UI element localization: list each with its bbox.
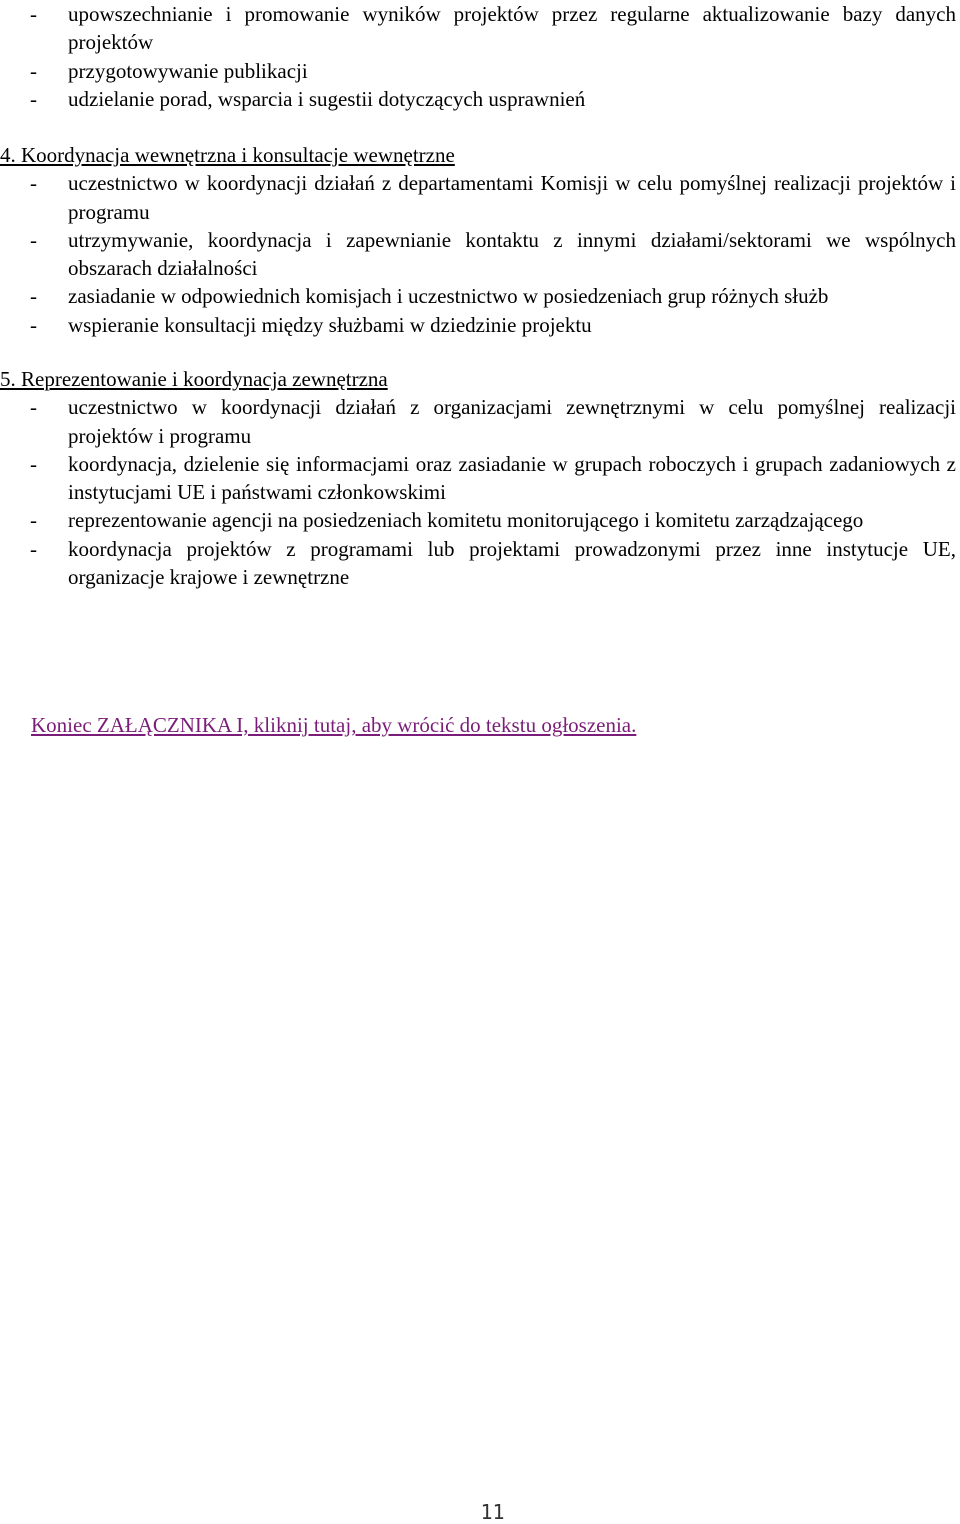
list-item-text: reprezentowanie agencji na posiedzeniach komitetu monitorującego i komitetu zarządzającego (68, 508, 864, 533)
list-item (30, 535, 956, 592)
section-5-heading: 5. Reprezentowanie i koordynacja zewnętrzna (0, 367, 388, 391)
list-dash: - (30, 312, 37, 337)
list-item (30, 393, 956, 450)
section-5 (0, 365, 956, 591)
list-item-text: utrzymywanie, koordynacja i zapewnianie kontaktu z innymi działami/sektorami we wspólnych obszarach działalności (68, 227, 956, 281)
back-to-announcement-link[interactable]: Koniec ZAŁĄCZNIKA I, kliknij tutaj, aby wrócić do tekstu ogłoszenia. (31, 713, 637, 737)
list-item (30, 450, 956, 507)
list-item-text: przygotowywanie publikacji (68, 58, 308, 83)
list-dash: - (30, 536, 37, 561)
list-dash: - (30, 508, 37, 533)
list-dash: - (30, 2, 37, 26)
list-item-text: uczestnictwo w koordynacji działań z departamentami Komisji w celu pomyślnej realizacji projektów i programu (68, 171, 956, 224)
list-item-text: udzielanie porad, wsparcia i sugestii dotyczących usprawnień (68, 86, 586, 111)
top-list (30, 0, 956, 113)
list-item (30, 311, 956, 339)
list-item-text: koordynacja, dzielenie się informacjami oraz zasiadanie w grupach roboczych i grupach zadaniowych z instytucjami UE i państwami członkowskimi (68, 451, 956, 505)
list-dash: - (30, 284, 37, 309)
page-number: 11 (480, 1500, 505, 1524)
list-item (30, 169, 956, 226)
list-item (30, 57, 956, 85)
list-item-text: wspieranie konsultacji między służbami w dziedzinie projektu (68, 312, 592, 337)
section-4 (0, 141, 956, 339)
list-item-text: upowszechnianie i promowanie wyników projektów przez regularne aktualizowanie bazy danych projektów (68, 2, 956, 55)
list-item-text: koordynacja projektów z programami lub projektami prowadzonymi przez inne instytucje UE, organizacje krajowe i zewnętrzne (68, 536, 956, 590)
list-dash: - (30, 227, 37, 252)
list-item (30, 85, 956, 113)
list-item-text: uczestnictwo w koordynacji działań z organizacjami zewnętrznymi w celu pomyślnej realizacji projektów i programu (68, 395, 956, 448)
list-dash: - (30, 171, 37, 196)
list-item (30, 0, 956, 57)
list-dash: - (30, 451, 37, 476)
list-dash: - (30, 58, 37, 83)
section-4-heading: 4. Koordynacja wewnętrzna i konsultacje wewnętrzne (0, 143, 455, 167)
list-dash: - (30, 395, 37, 420)
list-dash: - (30, 86, 37, 111)
list-item (30, 226, 956, 283)
list-item (30, 506, 956, 534)
list-item (30, 282, 956, 310)
list-item-text: zasiadanie w odpowiednich komisjach i uczestnictwo w posiedzeniach grup różnych służb (68, 284, 829, 309)
